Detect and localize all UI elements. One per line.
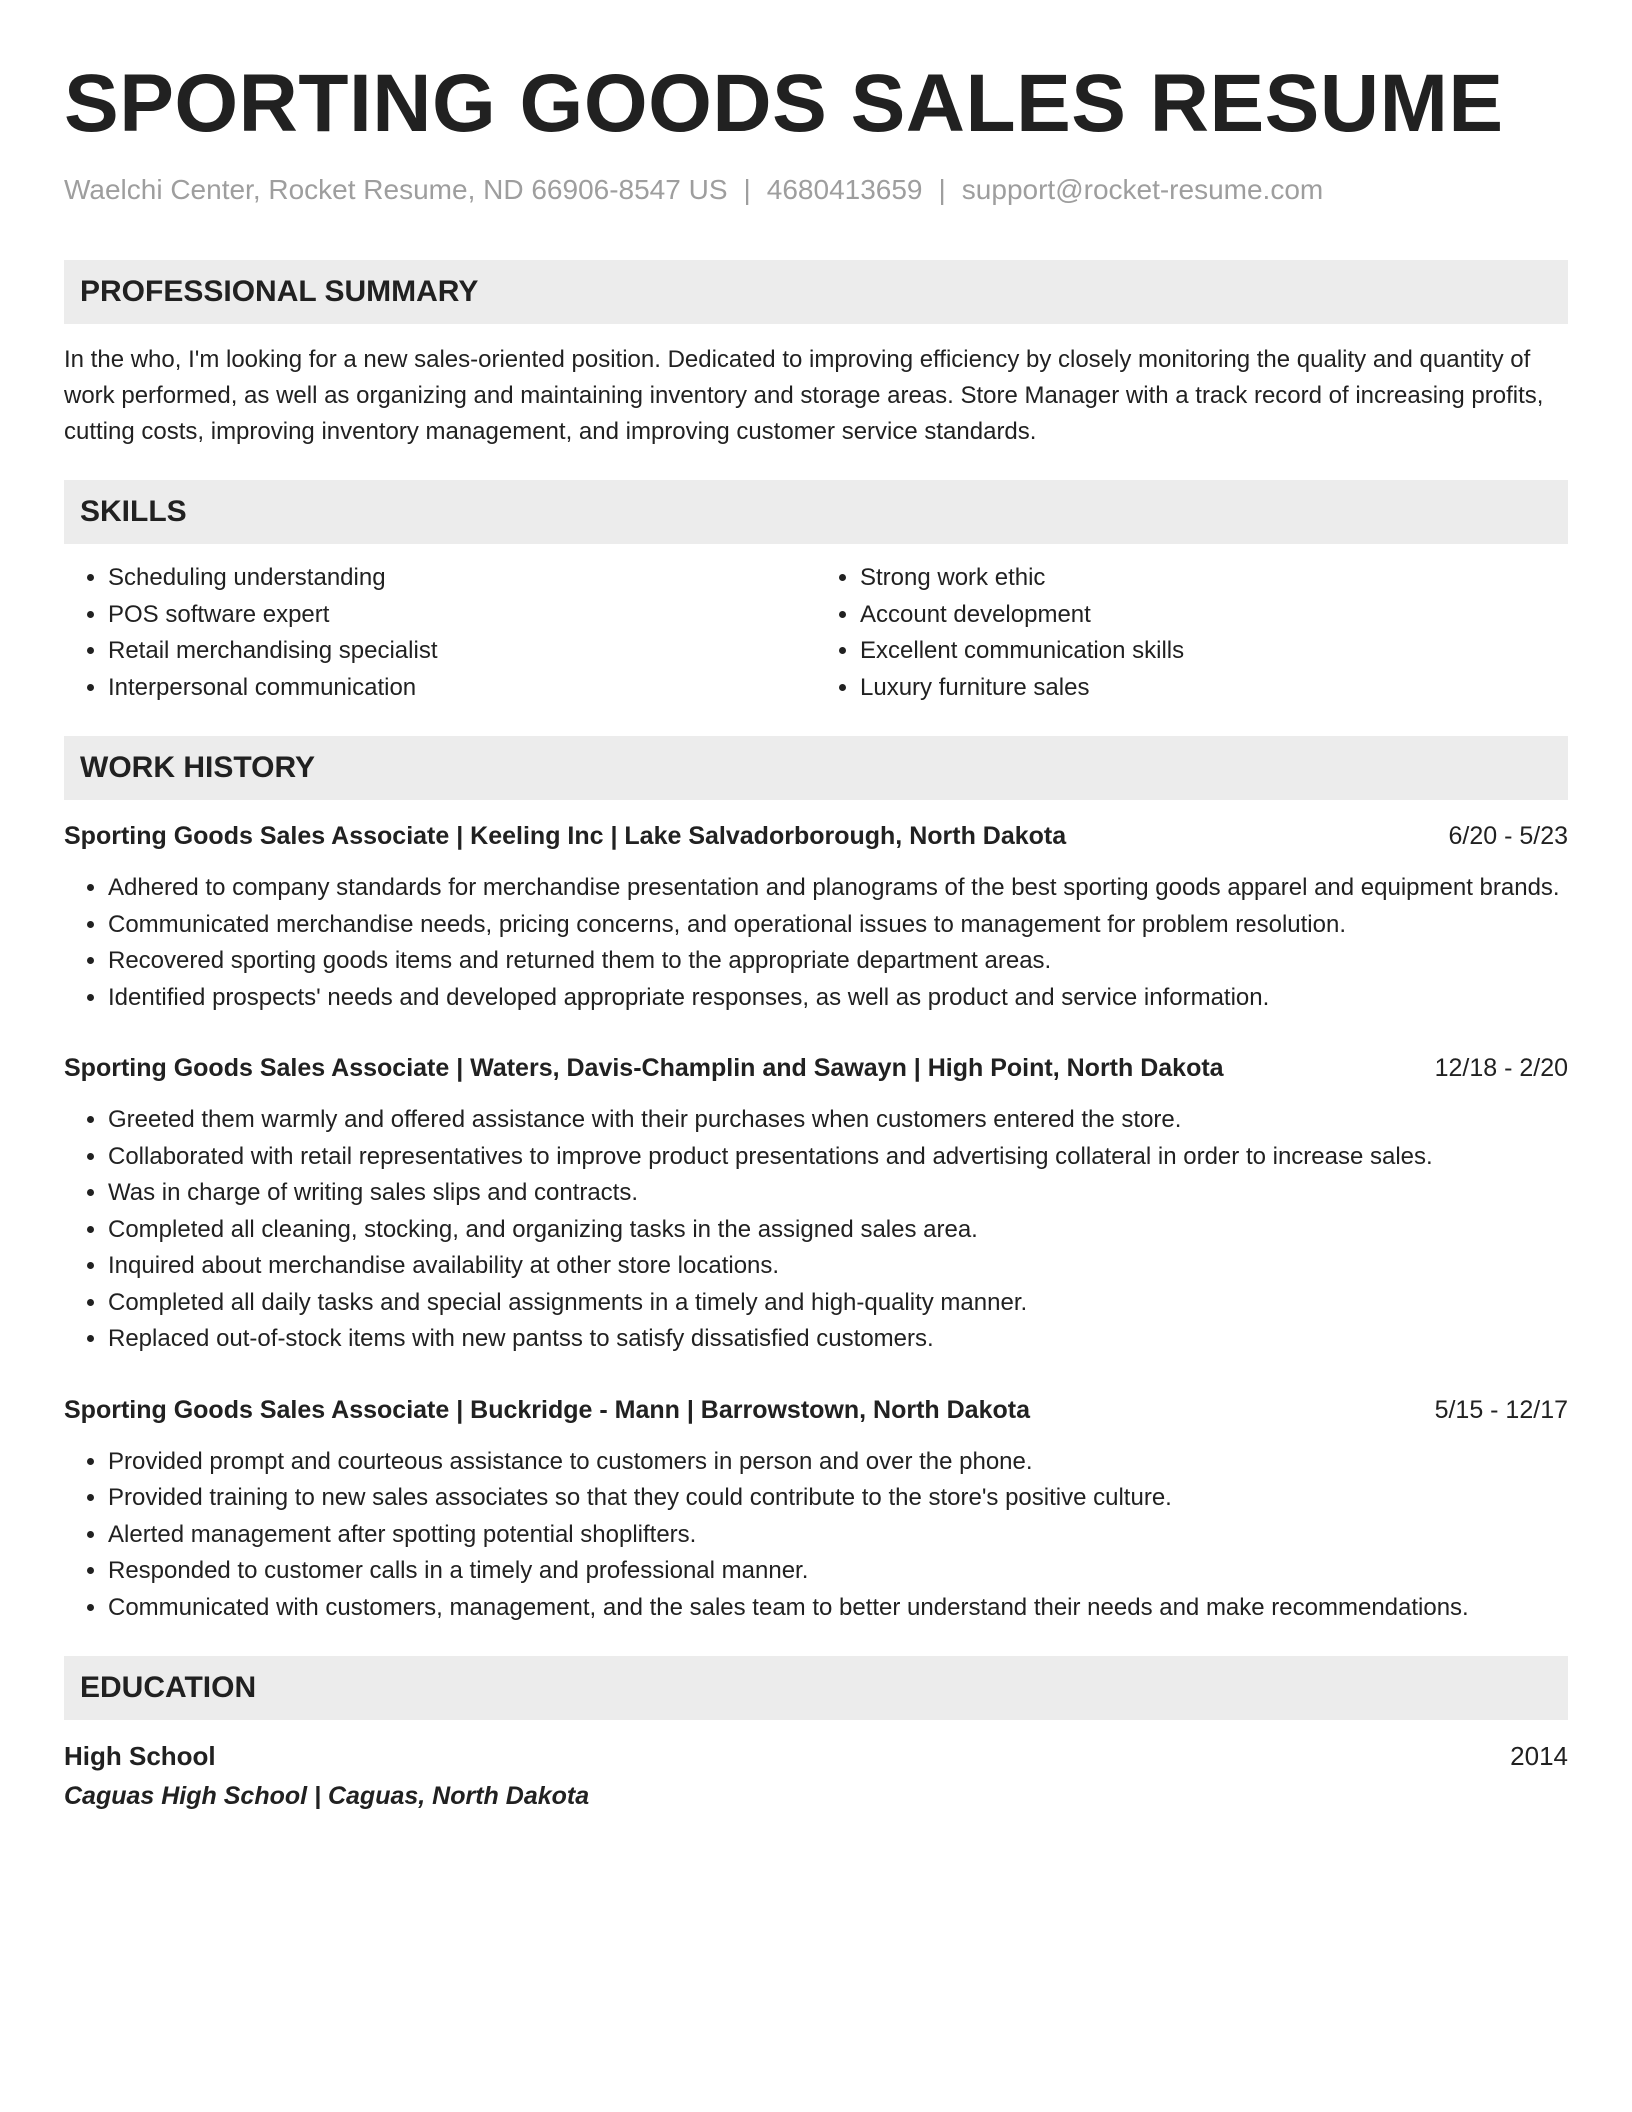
job-bullet: • Collaborated with retail representatives to improve product presentations and advertising collateral in order to increase sales. <box>108 1139 1568 1176</box>
skill-item: • Luxury furniture sales <box>860 670 1568 707</box>
work-heading: WORK HISTORY <box>64 736 1568 800</box>
contact-separator: | <box>938 174 946 205</box>
job-bullets <box>64 1444 1568 1627</box>
job-header <box>64 1392 1568 1428</box>
job-bullet: • Identified prospects' needs and developed appropriate responses, as well as product and service information. <box>108 980 1568 1017</box>
job-bullet: • Greeted them warmly and offered assistance with their purchases when customers entered the store. <box>108 1102 1568 1139</box>
education-degree: High School <box>64 1741 216 1771</box>
job-bullet: • Was in charge of writing sales slips and contracts. <box>108 1175 1568 1212</box>
job-bullet: • Completed all cleaning, stocking, and organizing tasks in the assigned sales area. <box>108 1212 1568 1249</box>
job-bullets <box>64 870 1568 1016</box>
contact-separator: | <box>743 174 751 205</box>
job-date: 6/20 - 5/23 <box>1448 822 1568 850</box>
job-bullet: • Responded to customer calls in a timely and professional manner. <box>108 1553 1568 1590</box>
job-title: Sporting Goods Sales Associate | Keeling Inc | Lake Salvadorborough, North Dakota <box>64 822 1067 850</box>
skills-list <box>64 560 1568 706</box>
contact-line <box>64 172 1568 208</box>
job-bullet: • Communicated with customers, management, and the sales team to better understand their needs and make recommendations. <box>108 1590 1568 1627</box>
skills-column-left <box>64 560 816 706</box>
skill-item: • Account development <box>860 597 1568 634</box>
resume-title: SPORTING GOODS SALES RESUME <box>64 58 1504 149</box>
contact-phone: 4680413659 <box>766 174 923 205</box>
contact-email: support@rocket-resume.com <box>961 174 1324 205</box>
job-header <box>64 1050 1568 1086</box>
job-bullet: • Provided prompt and courteous assistance to customers in person and over the phone. <box>108 1444 1568 1481</box>
education-entry <box>64 1738 1568 1814</box>
job-bullet: • Communicated merchandise needs, pricing concerns, and operational issues to management for problem resolution. <box>108 907 1568 944</box>
education-year: 2014 <box>1510 1741 1568 1771</box>
summary-text: In the who, I'm looking for a new sales-oriented position. Dedicated to improving efficiency by closely monitoring the quality and quantity of work performed, as well as organizing and maintaining inventory and storage areas. Store Manager with a track record of increasing profits, cutting costs, improving inventory management, and improving customer service standards. <box>64 346 1544 445</box>
skill-item: • Excellent communication skills <box>860 633 1568 670</box>
skill-item: • Scheduling understanding <box>108 560 816 597</box>
skill-item: • Strong work ethic <box>860 560 1568 597</box>
job-bullets <box>64 1102 1568 1358</box>
education-school: Caguas High School | Caguas, North Dakota <box>64 1782 590 1810</box>
job-header <box>64 818 1568 854</box>
job-title: Sporting Goods Sales Associate | Waters, Davis-Champlin and Sawayn | High Point, North Dakota <box>64 1054 1224 1082</box>
skills-heading: SKILLS <box>64 480 1568 544</box>
resume-page <box>64 56 1568 1814</box>
job-date: 12/18 - 2/20 <box>1434 1054 1568 1082</box>
contact-address: Waelchi Center, Rocket Resume, ND 66906-8547 US <box>64 174 728 205</box>
job-bullet: • Inquired about merchandise availability at other store locations. <box>108 1248 1568 1285</box>
skill-item: • Interpersonal communication <box>108 670 816 707</box>
job-entry <box>64 1392 1568 1627</box>
job-title: Sporting Goods Sales Associate | Buckridge - Mann | Barrowstown, North Dakota <box>64 1395 1030 1424</box>
education-heading: EDUCATION <box>64 1656 1568 1720</box>
job-entry <box>64 1050 1568 1358</box>
job-bullet: • Recovered sporting goods items and returned them to the appropriate department areas. <box>108 943 1568 980</box>
summary-heading: PROFESSIONAL SUMMARY <box>64 260 1568 324</box>
education-header <box>64 1738 1568 1774</box>
job-bullet: • Adhered to company standards for merchandise presentation and planograms of the best sporting goods apparel and equipment brands. <box>108 870 1568 907</box>
skill-item: • POS software expert <box>108 597 816 634</box>
job-entry <box>64 818 1568 1016</box>
job-bullet: • Provided training to new sales associates so that they could contribute to the store's positive culture. <box>108 1480 1568 1517</box>
skill-item: • Retail merchandising specialist <box>108 633 816 670</box>
job-bullet: • Replaced out-of-stock items with new pantss to satisfy dissatisfied customers. <box>108 1321 1568 1358</box>
skills-column-right <box>816 560 1568 706</box>
job-bullet: • Alerted management after spotting potential shoplifters. <box>108 1517 1568 1554</box>
job-date: 5/15 - 12/17 <box>1434 1395 1568 1424</box>
job-bullet: • Completed all daily tasks and special assignments in a timely and high-quality manner. <box>108 1285 1568 1322</box>
